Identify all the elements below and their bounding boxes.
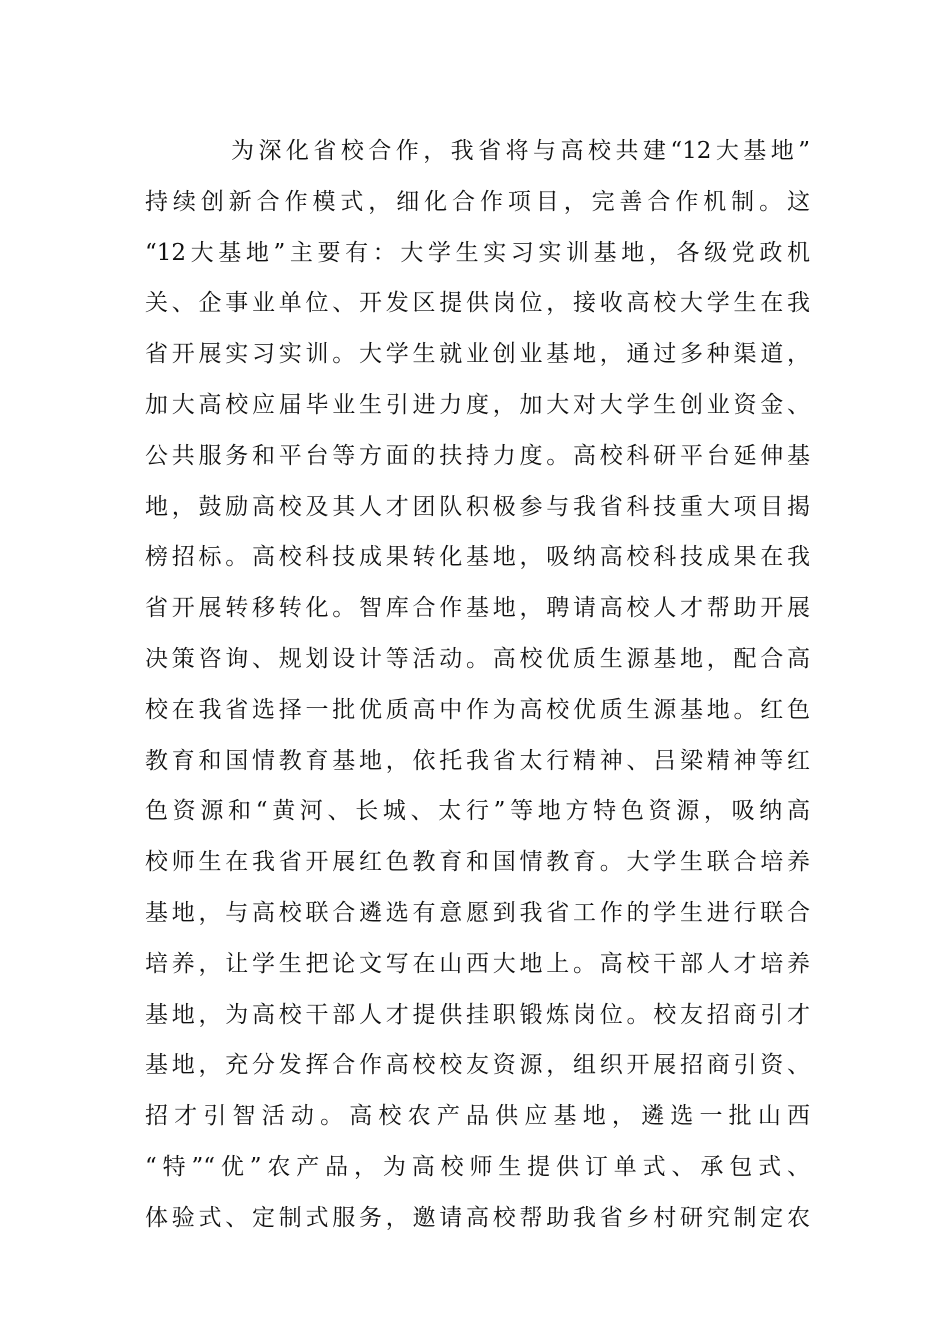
text-line: 基地，为高校干部人才提供挂职锻炼岗位。校友招商引才 [145,1001,810,1028]
text-line: 加大高校应届毕业生引进力度，加大对大学生创业资金、 [145,391,810,418]
text-line: 色资源和“黄河、长城、太行”等地方特色资源，吸纳高 [145,798,810,825]
text-line: 校师生在我省开展红色教育和国情教育。大学生联合培养 [145,849,810,876]
text-line: 招才引智活动。高校农产品供应基地，遴选一批山西 [145,1103,810,1130]
text-line: 校在我省选择一批优质高中作为高校优质生源基地。红色 [145,696,810,723]
text-line: 为深化省校合作，我省将与高校共建“12大基地” [231,138,810,164]
text-line: 榜招标。高校科技成果转化基地，吸纳高校科技成果在我 [145,544,810,571]
text-line: 持续创新合作模式，细化合作项目，完善合作机制。这 [145,188,810,215]
text-line: 教育和国情教育基地，依托我省太行精神、吕梁精神等红 [145,747,810,774]
text-line: 基地，充分发挥合作高校校友资源，组织开展招商引资、 [145,1052,810,1079]
text-line: 体验式、定制式服务，邀请高校帮助我省乡村研究制定农 [145,1204,810,1231]
text-line: 培养，让学生把论文写在山西大地上。高校干部人才培养 [145,950,810,977]
text-line: 省开展转移转化。智库合作基地，聘请高校人才帮助开展 [145,595,810,622]
text-line: 省开展实习实训。大学生就业创业基地，通过多种渠道， [145,341,810,368]
text-line: 地，鼓励高校及其人才团队积极参与我省科技重大项目揭 [145,493,810,520]
text-line: “特”“优”农产品，为高校师生提供订单式、承包式、 [145,1153,810,1180]
text-line: “12大基地”主要有：大学生实习实训基地，各级党政机 [145,239,810,266]
text-line: 决策咨询、规划设计等活动。高校优质生源基地，配合高 [145,645,810,672]
text-line: 基地，与高校联合遴选有意愿到我省工作的学生进行联合 [145,899,810,926]
text-line: 公共服务和平台等方面的扶持力度。高校科研平台延伸基 [145,442,810,469]
body-paragraph [145,126,810,1244]
text-line: 关、企事业单位、开发区提供岗位，接收高校大学生在我 [145,290,810,317]
